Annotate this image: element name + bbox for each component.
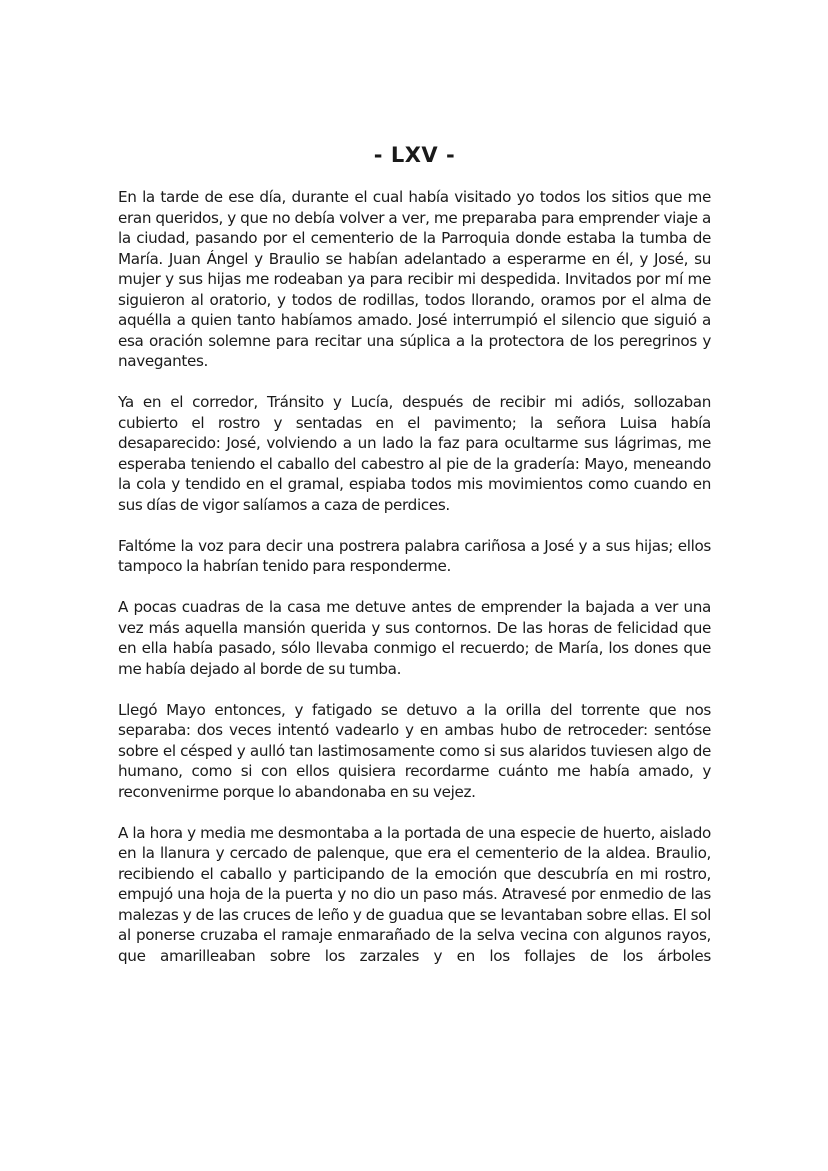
paragraph-4: A pocas cuadras de la casa me detuve antes de emprender la bajada a ver una vez más aquella mansión querida y sus contornos. De las horas de felicidad que en ella había pasado, sólo llevaba conmigo el recuerdo; de María, los dones que me había dejado al borde de su tumba. [118, 598, 711, 678]
paragraph-1: En la tarde de ese día, durante el cual había visitado yo todos los sitios que me eran queridos, y que no debía volver a ver, me preparaba para emprender viaje a la ciudad, pasando por el cementerio de la Parroquia donde estaba la tumba de María. Juan Ángel y Braulio se habían adelantado a esperarme en él, y José, su mujer y sus hijas me rodeaban ya para recibir mi despedida. Invitados por mí me siguieron al oratorio, y todos de rodillas, todos llorando, oramos por el alma de aquélla a quien tanto habíamos amado. José interrumpió el silencio que siguió a esa oración solemne para recitar una súplica a la protectora de los peregrinos y navegantes. [118, 188, 711, 370]
document-page [118, 138, 711, 966]
paragraph-5: Llegó Mayo entonces, y fatigado se detuvo a la orilla del torrente que nos separaba: dos veces intentó vadearlo y en ambas hubo de retroceder: sentóse sobre el césped y aulló tan lastimosamente como si sus alaridos tuviesen algo de humano, como si con ellos quisiera recordarme cuánto me había amado, y reconvenirme porque lo abandonaba en su vejez. [118, 700, 711, 801]
paragraph-2: Ya en el corredor, Tránsito y Lucía, después de recibir mi adiós, sollozaban cubierto el rostro y sentadas en el pavimento; la señora Luisa había desaparecido: José, volviendo a un lado la faz para ocultarme sus lágrimas, me esperaba teniendo el caballo del cabestro al pie de la gradería: Mayo, meneando la cola y tendido en el gramal, espiaba todos mis movimientos como cuando en sus días de vigor salíamos a caza de perdices. [118, 393, 711, 514]
chapter-title: - LXV - [373, 143, 456, 167]
paragraph-3: Faltóme la voz para decir una postrera palabra cariñosa a José y a sus hijas; ellos tampoco la habrían tenido para responderme. [118, 536, 711, 575]
paragraph-6: A la hora y media me desmontaba a la portada de una especie de huerto, aislado en la llanura y cercado de palenque, que era el cementerio de la aldea. Braulio, recibiendo el caballo y participando de la emoción que descubría en mi rostro, empujó una hoja de la puerta y no dio un paso más. Atravesé por enmedio de las malezas y de las cruces de leño y de guadua que se levantaban sobre ellas. El sol al ponerse cruzaba el ramaje enmarañado de la selva vecina con algunos rayos, que amarilleaban sobre los zarzales y en los follajes de los árboles [118, 823, 711, 965]
